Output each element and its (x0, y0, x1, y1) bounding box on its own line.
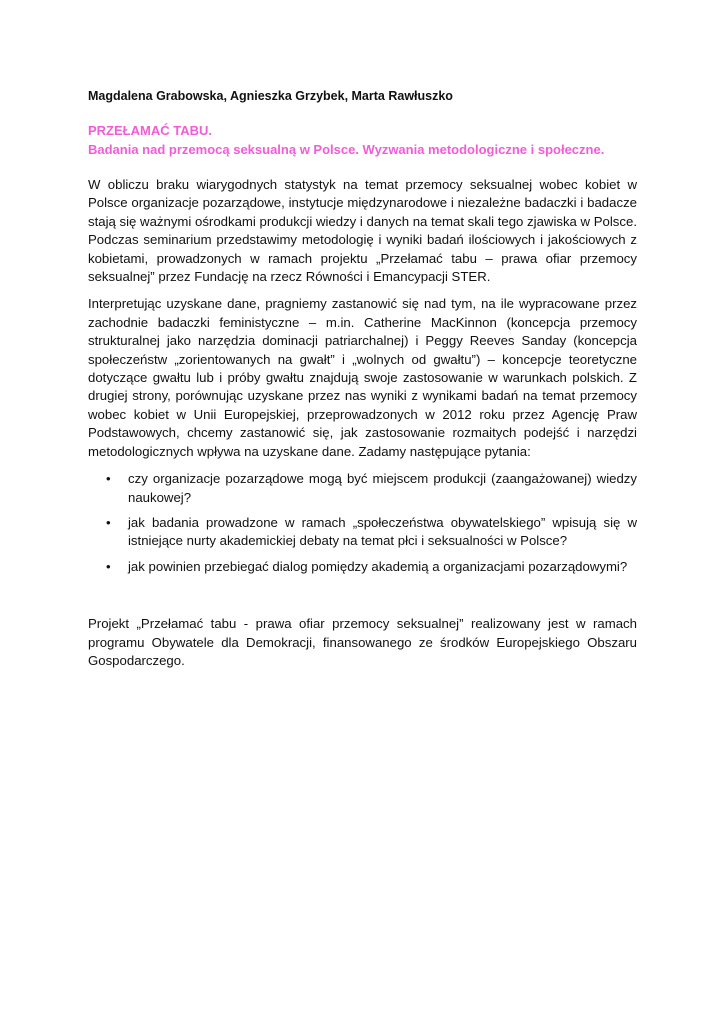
document-title (88, 121, 637, 159)
paragraph-intro: W obliczu braku wiarygodnych statystyk na temat przemocy seksualnej wobec kobiet w Polsce organizacje pozarządowe, instytucje międzynarodowe i niezależne badaczki i badacze stają się ważnymi ośrodkami produkcji wiedzy i danych na temat skali tego zjawiska w Polsce. Podczas seminarium przedstawimy metodologię i wyniki badań ilościowych i jakościowych z kobietami, prowadzonych w ramach projektu „Przełamać tabu – prawa ofiar przemocy seksualnej” przez Fundację na rzecz Równości i Emancypacji STER. (88, 177, 637, 285)
paragraph-interpretation: Interpretując uzyskane dane, pragniemy zastanowić się nad tym, na ile wypracowane przez zachodnie badaczki feministyczne – m.in. Catherine MacKinnon (koncepcja przemocy strukturalnej jako narzędzia dominacji patriarchalnej) i Peggy Reeves Sanday (koncepcja społeczeństw „zorientowanych na gwałt” i „wolnych od gwałtu”) – koncepcje teoretyczne dotyczące gwałtu lub i próby gwałtu znajdują swoje zastosowanie w warunkach polskich. Z drugiej strony, porównując uzyskane przez nas wyniki z wynikami badań na temat przemocy wobec kobiet w Unii Europejskiej, przeprowadzonych w 2012 roku przez Agencję Praw Podstawowych, chcemy zastanowić się, jak zastosowanie rozmaitych podejść i narzędzi metodologicznych wpływa na uzyskane dane. Zadamy następujące pytania: (88, 296, 637, 459)
question-text: jak powinien przebiegać dialog pomiędzy akademią a organizacjami pozarządowymi? (128, 558, 628, 574)
list-item (88, 514, 637, 551)
bullet-icon: • (106, 514, 111, 530)
bullet-icon: • (106, 471, 111, 487)
title-line-subtitle: Badania nad przemocą seksualną w Polsce. Wyzwania metodologiczne i społeczne. (88, 142, 605, 157)
title-line-main: PRZEŁAMAĆ TABU. (88, 123, 212, 138)
authors-line: Magdalena Grabowska, Agnieszka Grzybek, Marta Rawłuszko (88, 89, 453, 103)
questions-list (88, 470, 637, 576)
document-content (88, 88, 637, 679)
list-item (88, 558, 637, 576)
question-text: czy organizacje pozarządowe mogą być miejscem produkcji (zaangażowanej) wiedzy naukowej? (128, 471, 637, 505)
section-spacer (88, 583, 637, 615)
paragraph-project-funding: Projekt „Przełamać tabu - prawa ofiar przemocy seksualnej” realizowany jest w ramach programu Obywatele dla Demokracji, finansowanego ze środków Europejskiego Obszaru Gospodarczego. (88, 616, 637, 668)
question-text: jak badania prowadzone w ramach „społeczeństwa obywatelskiego” wpisują się w istniejące nurty akademickiej debaty na temat płci i seksualności w Polsce? (128, 514, 637, 549)
bullet-icon: • (106, 558, 111, 574)
list-item (88, 470, 637, 507)
